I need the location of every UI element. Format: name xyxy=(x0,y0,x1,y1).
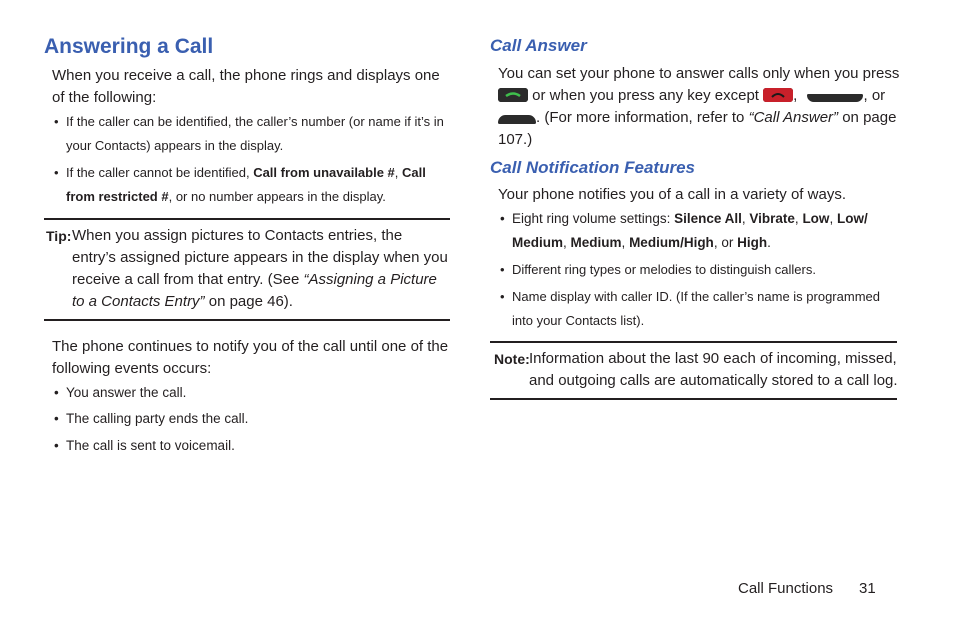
note-block xyxy=(494,348,898,392)
bullet-dot: • xyxy=(54,165,59,180)
right-soft-key-icon xyxy=(498,115,536,124)
bullet-unidentified: • If the caller cannot be identified, Call from unavailable #, Call from restricted #, or no number appears in the display. xyxy=(66,161,456,209)
bullet-ring-types: • Different ring types or melodies to distinguish callers. xyxy=(500,262,816,277)
tip-label: Tip: xyxy=(46,228,72,244)
bullet-dot: • xyxy=(54,114,59,129)
note-bottom-rule xyxy=(490,398,897,400)
tip-block xyxy=(46,225,450,313)
note-label: Note: xyxy=(494,351,530,367)
send-key-icon xyxy=(498,88,528,102)
end-key-icon xyxy=(763,88,793,102)
footer-section: Call Functions xyxy=(738,580,834,597)
note-top-rule xyxy=(490,341,897,343)
call-answer-heading: Call Answer xyxy=(490,36,587,55)
bullet-identified: • If the caller can be identified, the caller’s number (or name if it’s in your Contacts) appears in the display. xyxy=(66,110,456,158)
page-number: 31 xyxy=(859,580,876,597)
notification-intro: Your phone notifies you of a call in a variety of ways. xyxy=(498,186,846,203)
left-soft-key-icon xyxy=(807,94,863,102)
tip-text: When you assign pictures to Contacts entries, the entry’s assigned picture appears in the display when you receive a call from that entry. (See “Assigning a Picture to a Contacts Entry” on page 46). xyxy=(72,227,448,310)
intro-paragraph: When you receive a call, the phone rings and displays one of the following: xyxy=(52,67,440,106)
event-item: • The call is sent to voicemail. xyxy=(54,438,235,453)
event-item: • The calling party ends the call. xyxy=(54,411,249,426)
tip-top-rule xyxy=(44,218,450,220)
page-title: Answering a Call xyxy=(44,35,214,58)
bullet-name-display: • Name display with caller ID. (If the caller’s name is programmed into your Contacts list). xyxy=(500,289,880,328)
event-item: • You answer the call. xyxy=(54,385,187,400)
note-text: Information about the last 90 each of incoming, missed, and outgoing calls are automatically stored to a call log. xyxy=(529,350,898,389)
tip-bottom-rule xyxy=(44,319,450,321)
bullet-ring-volume: • Eight ring volume settings: Silence All, Vibrate, Low, Low/ Medium, Medium, Medium/High, or High. xyxy=(500,211,868,250)
call-answer-paragraph: You can set your phone to answer calls only when you press or when you press any key except , , or . (For more information, refer to “Call Answer” on page 107.) xyxy=(498,65,900,148)
call-notification-heading: Call Notification Features xyxy=(490,158,695,177)
continue-paragraph: The phone continues to notify you of the call until one of the following events occurs: xyxy=(52,338,449,377)
